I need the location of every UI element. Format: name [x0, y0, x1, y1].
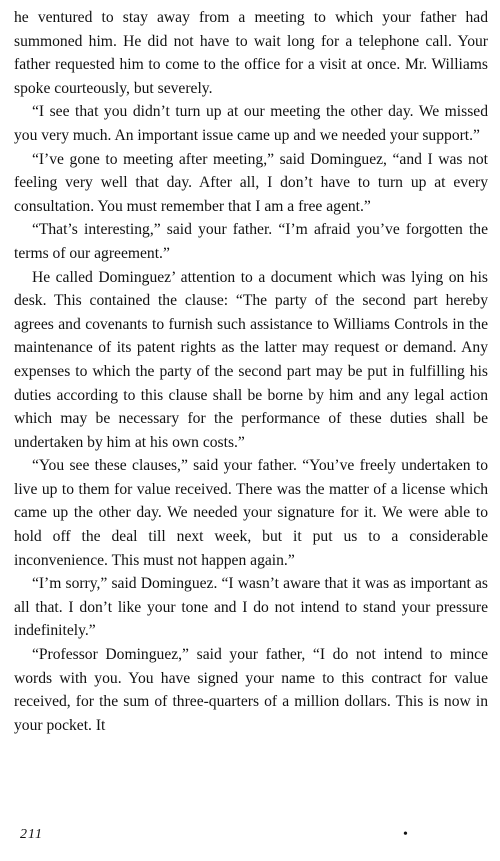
paragraph-7: “I’m sorry,” said Dominguez. “I wasn’t aware that it was as important as all that. I don’t like your tone and I do not intend to stand your pressure indefinitely.”	[14, 575, 488, 640]
paragraph-2: “I see that you didn’t turn up at our meeting the other day. We missed you very much. An important issue came up and we needed your support.”	[14, 103, 488, 144]
paragraph-8: “Professor Dominguez,” said your father, “I do not intend to mince words with you. You have signed your name to this contract for value received, for the sum of three-quarters of a million dollars. This is now in your pocket. It	[14, 646, 488, 734]
page-number: 211	[20, 827, 43, 842]
page-footer	[20, 827, 490, 851]
paragraph-6: “You see these clauses,” said your father. “You’ve freely undertaken to live up to them for value received. There was the matter of a license which came up the other day. We needed your signature for it. We were able to hold off the deal till next week, but it put us to a considerable inconvenience. This must not happen again.”	[14, 457, 488, 569]
paragraph-1: he ventured to stay away from a meeting to which your father had summoned him. He did not have to wait long for a telephone call. Your father requested him to come to the office for a visit at once. Mr. Williams spoke courteously, but severely.	[14, 9, 488, 97]
footer-dot-mark: •	[403, 827, 408, 842]
paragraph-3: “I’ve gone to meeting after meeting,” said Dominguez, “and I was not feeling very well that day. After all, I don’t have to turn up at every consultation. You must remember that I am a free agent.”	[14, 150, 488, 215]
paragraph-5: He called Dominguez’ attention to a document which was lying on his desk. This contained the clause: “The party of the second part hereby agrees and covenants to furnish such assistance to Williams Controls in the maintenance of its patent rights as the latter may request or demand. Any expenses to which the party of the second part may be put in fulfilling his duties according to this clause shall be borne by him and any legal action which may be necessary for the performance of these duties shall be undertaken by him at his own costs.”	[14, 268, 488, 451]
book-page-text	[14, 6, 488, 852]
paragraph-4: “That’s interesting,” said your father. “I’m afraid you’ve forgotten the terms of our agreement.”	[14, 221, 488, 262]
